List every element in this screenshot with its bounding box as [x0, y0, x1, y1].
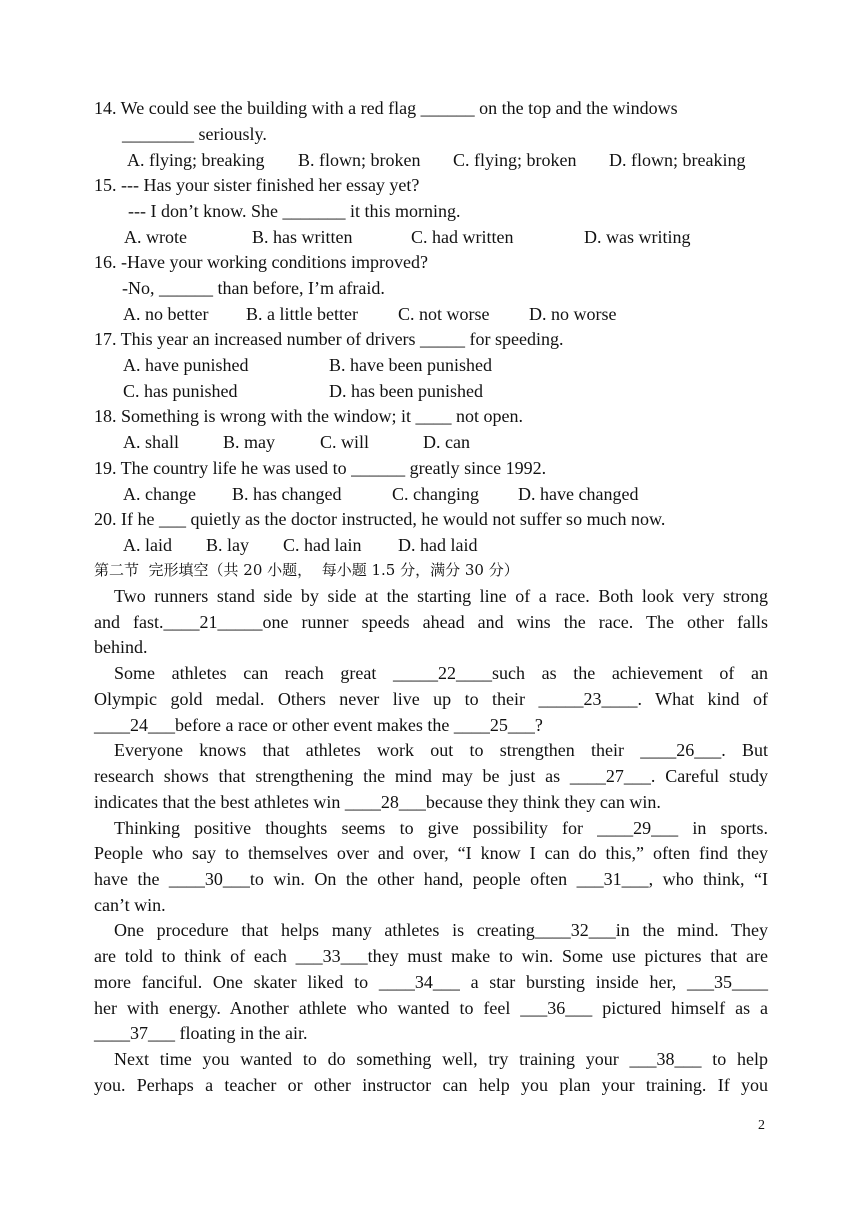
question-14-stem: 14. We could see the building with a red flag ______ on the top and the windows	[94, 98, 678, 118]
question-16-stem-cont: -No, ______ than before, I’m afraid.	[122, 278, 385, 298]
question-14-option-a: A. flying; breaking	[127, 150, 265, 170]
passage-line: ____37___ floating in the air.	[94, 1023, 308, 1043]
question-14-stem-cont: ________ seriously.	[122, 124, 267, 144]
passage-line: and fast.____21_____one runner speeds ahead and wins the race. The other falls	[94, 612, 768, 632]
question-19-stem: 19. The country life he was used to ______ greatly since 1992.	[94, 458, 547, 478]
passage-line: Everyone knows that athletes work out to strengthen their ____26___. But	[114, 740, 768, 760]
question-15-option-b: B. has written	[252, 227, 353, 247]
question-15-stem: 15. --- Has your sister finished her essay yet?	[94, 175, 420, 195]
question-14-option-d: D. flown; breaking	[609, 150, 746, 170]
passage-line: are told to think of each ___33___they must make to win. Some use pictures that are	[94, 946, 768, 966]
question-15-option-d: D. was writing	[584, 227, 691, 247]
passage-line: People who say to themselves over and over, “I know I can do this,” often find they	[94, 843, 768, 863]
passage-line: Some athletes can reach great _____22____such as the achievement of an	[114, 663, 768, 683]
passage-line: more fanciful. One skater liked to ____34___ a star bursting inside her, ___35____	[94, 972, 768, 992]
question-20-stem: 20. If he ___ quietly as the doctor instructed, he would not suffer so much now.	[94, 509, 666, 529]
section-heading: 第二节 完形填空（共 20 小题， 每小题 1.5 分，满分 30 分）	[94, 561, 519, 579]
question-18-option-b: B. may	[223, 432, 275, 452]
question-17-option-c: C. has punished	[123, 381, 238, 401]
question-20-option-b: B. lay	[206, 535, 249, 555]
question-18-stem: 18. Something is wrong with the window; it ____ not open.	[94, 406, 523, 426]
passage-line: Two runners stand side by side at the starting line of a race. Both look very strong	[114, 586, 768, 606]
passage-line: her with energy. Another athlete who wanted to feel ___36___ pictured himself as a	[94, 998, 768, 1018]
question-18-option-d: D. can	[423, 432, 470, 452]
question-17-option-d: D. has been punished	[329, 381, 483, 401]
passage-line: you. Perhaps a teacher or other instructor can help you plan your training. If you	[94, 1075, 768, 1095]
passage-line: research shows that strengthening the mind may be just as ____27___. Careful study	[94, 766, 768, 786]
passage-line: Thinking positive thoughts seems to give possibility for ____29___ in sports.	[114, 818, 768, 838]
question-14-option-b: B. flown; broken	[298, 150, 421, 170]
question-20-option-d: D. had laid	[398, 535, 478, 555]
question-14-option-c: C. flying; broken	[453, 150, 577, 170]
question-16-option-d: D. no worse	[529, 304, 617, 324]
passage-line: have the ____30___to win. On the other hand, people often ___31___, who think, “I	[94, 869, 768, 889]
question-16-option-a: A. no better	[123, 304, 209, 324]
question-15-option-c: C. had written	[411, 227, 514, 247]
question-18-option-c: C. will	[320, 432, 370, 452]
passage-line: Olympic gold medal. Others never live up to their _____23____. What kind of	[94, 689, 768, 709]
passage-line: ____24___before a race or other event makes the ____25___?	[94, 715, 543, 735]
question-19-option-d: D. have changed	[518, 484, 639, 504]
passage-line: behind.	[94, 637, 148, 657]
passage-line: One procedure that helps many athletes is creating____32___in the mind. They	[114, 920, 768, 940]
question-19-option-b: B. has changed	[232, 484, 342, 504]
question-19-option-a: A. change	[123, 484, 196, 504]
question-15-option-a: A. wrote	[124, 227, 187, 247]
question-20-option-a: A. laid	[123, 535, 172, 555]
question-15-stem-cont: --- I don’t know. She _______ it this morning.	[128, 201, 461, 221]
question-16-option-c: C. not worse	[398, 304, 490, 324]
question-16-option-b: B. a little better	[246, 304, 358, 324]
question-17-stem: 17. This year an increased number of drivers _____ for speeding.	[94, 329, 564, 349]
question-16-stem: 16. -Have your working conditions improved?	[94, 252, 428, 272]
question-18-option-a: A. shall	[123, 432, 179, 452]
question-20-option-c: C. had lain	[283, 535, 362, 555]
question-19-option-c: C. changing	[392, 484, 479, 504]
passage-line: can’t win.	[94, 895, 166, 915]
page-number: 2	[758, 1118, 765, 1133]
passage-line: indicates that the best athletes win ____28___because they think they can win.	[94, 792, 661, 812]
question-17-option-b: B. have been punished	[329, 355, 492, 375]
passage-line: Next time you wanted to do something well, try training your ___38___ to help	[114, 1049, 768, 1069]
question-17-option-a: A. have punished	[123, 355, 249, 375]
